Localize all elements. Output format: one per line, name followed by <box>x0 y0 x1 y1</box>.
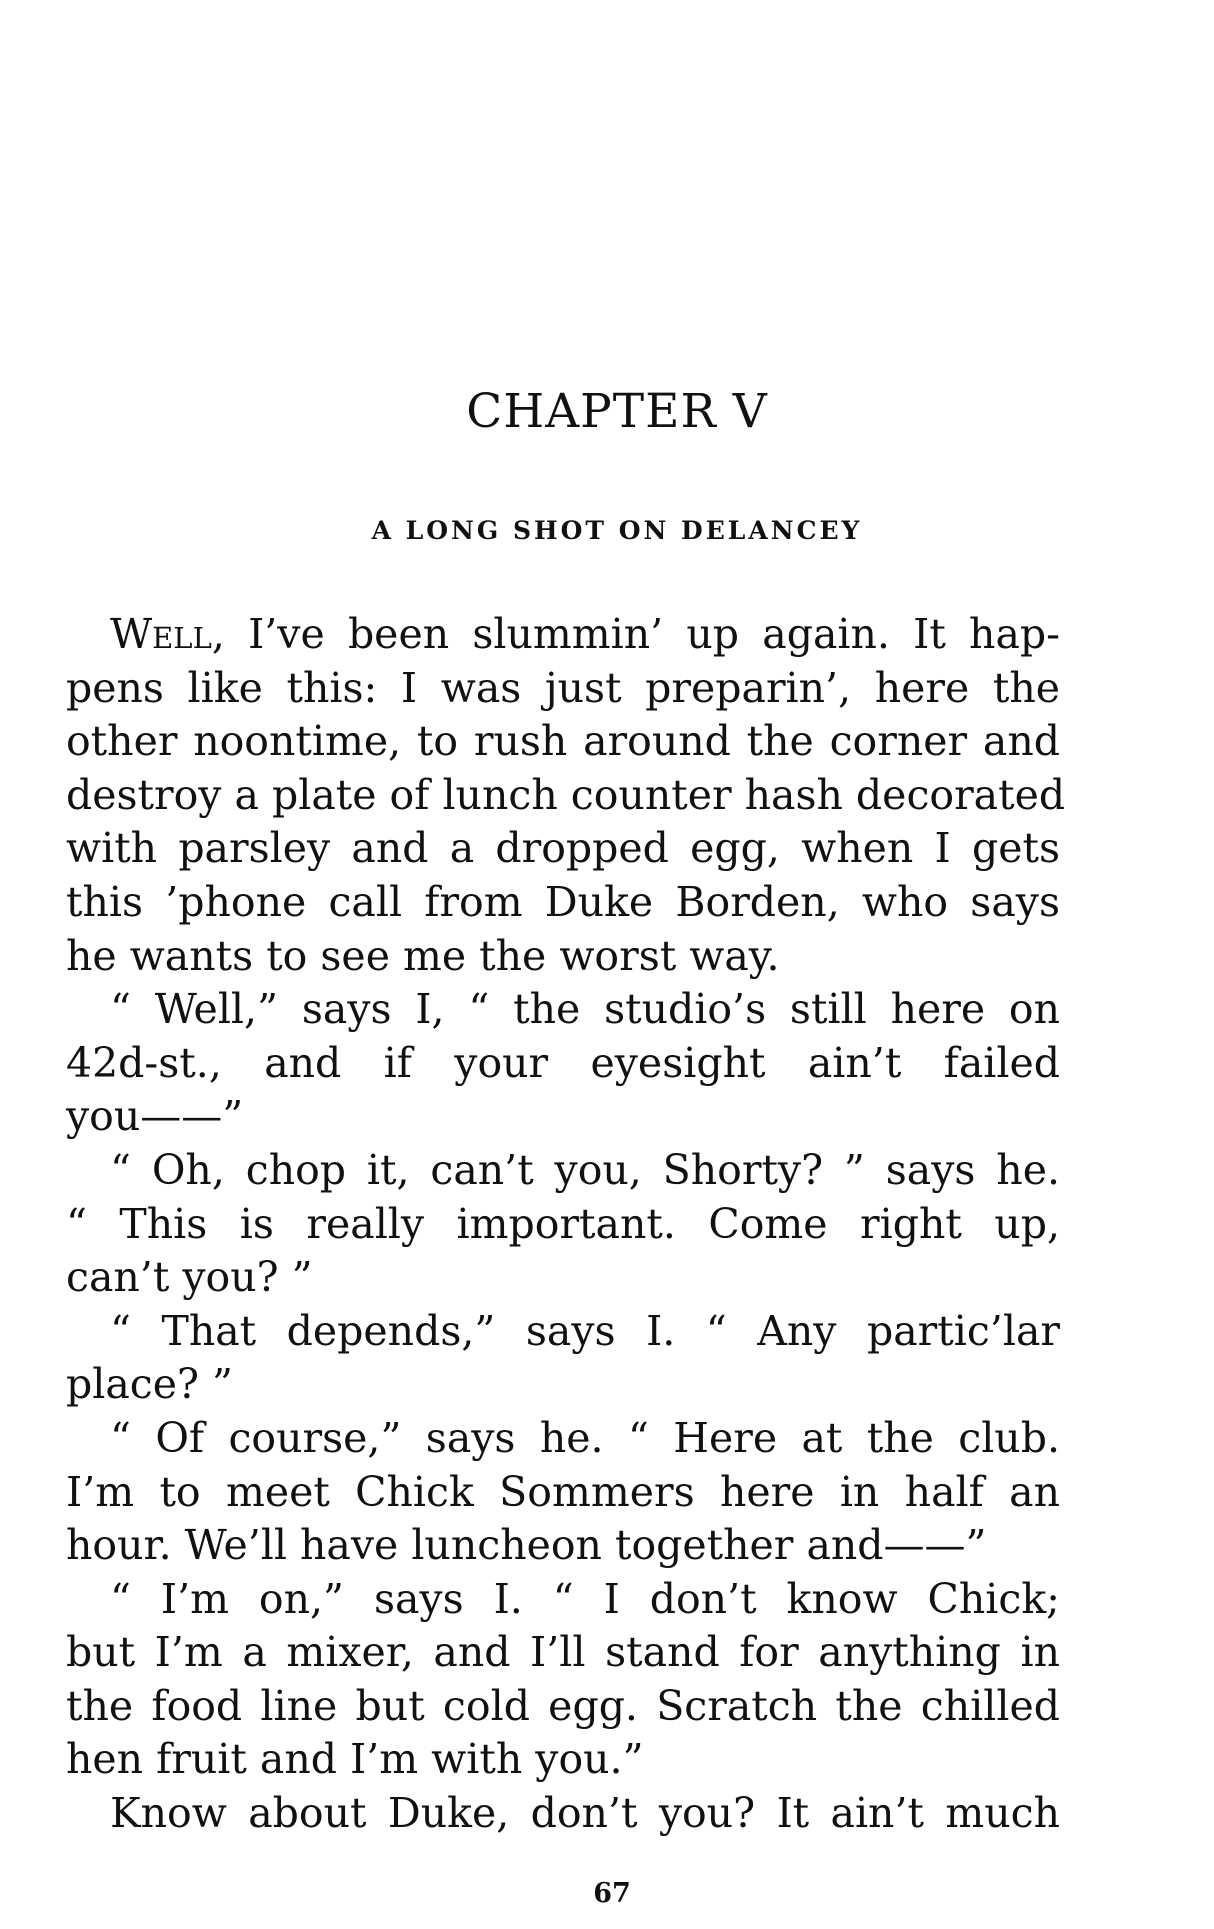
text-line: “ Of course,” says he. “ Here at the club. <box>110 1413 1060 1462</box>
text-line: I’m to meet Chick Sommers here in half an <box>66 1467 1060 1516</box>
text-line: but I’m a mixer, and I’ll stand for anything in <box>66 1628 1060 1677</box>
text-line: the food line but cold egg. Scratch the chilled <box>66 1681 1060 1730</box>
text-line: “ This is really important. Come right up, <box>66 1199 1060 1248</box>
page-number: 67 <box>593 1878 631 1909</box>
text-line: 42d-st., and if your eyesight ain’t failed <box>66 1038 1060 1087</box>
text-line: “ Well,” says I, “ the studio’s still here on <box>110 985 1060 1034</box>
text-line: with parsley and a dropped egg, when I gets <box>66 824 1060 873</box>
text-line: he wants to see me the worst way. <box>66 931 780 980</box>
text-line: “ I’m on,” says I. “ I don’t know Chick; <box>110 1574 1060 1623</box>
text-line: Well, I’ve been slummin’ up again. It hap- <box>110 610 1060 658</box>
chapter-title: CHAPTER V <box>466 384 768 439</box>
text-line: place? ” <box>66 1360 234 1409</box>
text-line: hour. We’ll have luncheon together and——” <box>66 1521 987 1570</box>
text-line: “ Oh, chop it, can’t you, Shorty? ” says he. <box>110 1145 1060 1194</box>
text-line: can’t you? ” <box>66 1253 313 1302</box>
text-line: you——” <box>66 1092 244 1141</box>
text-line: destroy a plate of lunch counter hash decorated <box>66 770 1066 819</box>
text-line: other noontime, to rush around the corner and <box>66 717 1060 766</box>
chapter-subtitle: A LONG SHOT ON DELANCEY <box>371 516 863 545</box>
opening-word: Well <box>110 610 212 658</box>
text-line: hen fruit and I’m with you.” <box>66 1735 644 1784</box>
text-line: Know about Duke, don’t you? It ain’t much <box>110 1789 1060 1838</box>
text-line: this ’phone call from Duke Borden, who says <box>66 877 1060 926</box>
body-text <box>66 608 1066 1841</box>
text-line: “ That depends,” says I. “ Any partic’lar <box>110 1306 1060 1355</box>
text-line: pens like this: I was just preparin’, here the <box>66 663 1060 712</box>
